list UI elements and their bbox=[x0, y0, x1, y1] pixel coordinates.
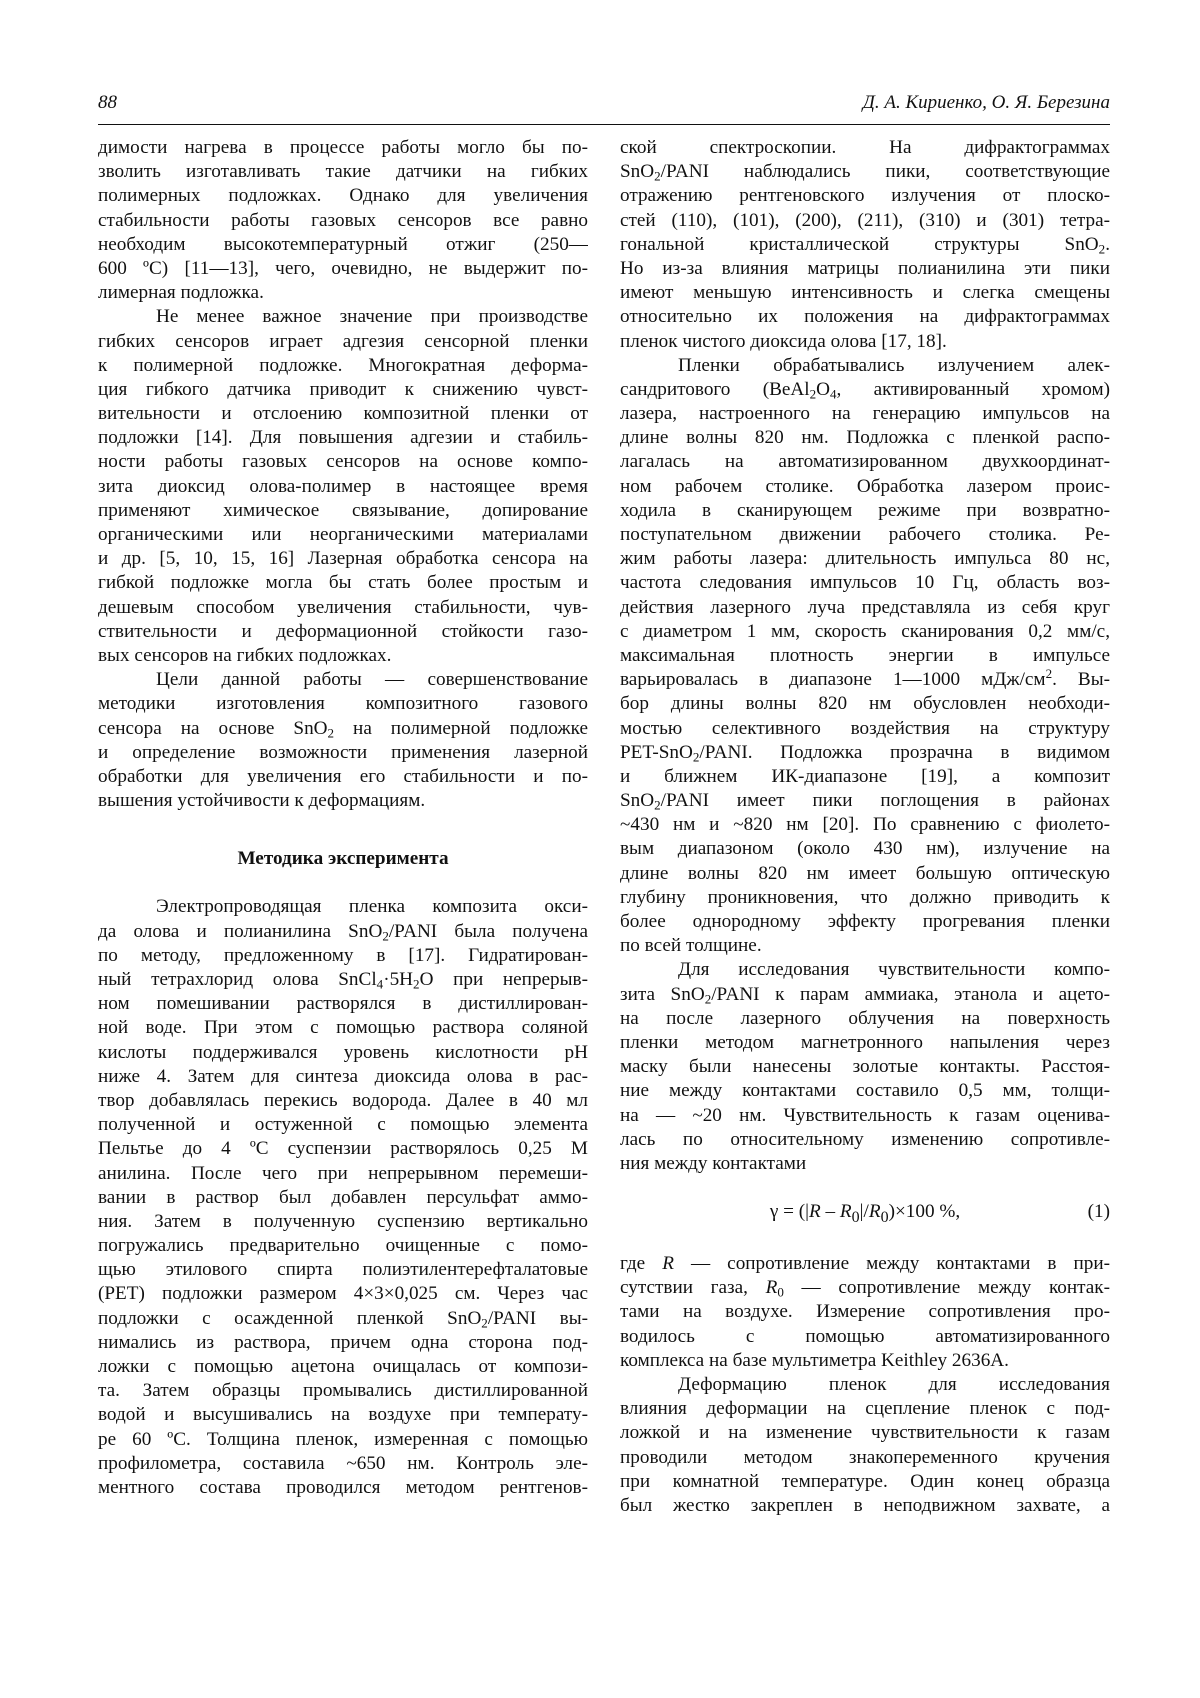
text-fragment: ·5H bbox=[383, 969, 414, 990]
text-line: твор добавлялась перекись водорода. Далее в 40 мл bbox=[98, 1089, 588, 1111]
text-line: на после лазерного облучения на поверхность bbox=[620, 1007, 1110, 1029]
spacer bbox=[98, 813, 588, 847]
text-line bbox=[98, 968, 588, 992]
text-line: более однородному эффекту прогревания пленки bbox=[620, 911, 1110, 932]
text-line bbox=[620, 741, 1110, 765]
text-fragment: O bbox=[816, 378, 830, 400]
text-fragment: да олова и полианилина SnO bbox=[98, 920, 383, 942]
right-column bbox=[620, 136, 1110, 1518]
section-title: Методика эксперимента bbox=[237, 848, 449, 870]
text-fragment: γ = (| bbox=[769, 1201, 809, 1223]
text-fragment: сутствии газа, bbox=[620, 1277, 766, 1299]
text-line: 600 ºC) [11—13], чего, очевидно, не выдержит по- bbox=[98, 257, 588, 279]
text-line: ном рабочем столике. Обработка лазером проис- bbox=[620, 475, 1110, 497]
text-line: ния. Затем в полученную суспензию вертикально bbox=[98, 1210, 588, 1232]
text-line bbox=[620, 668, 1110, 692]
text-line bbox=[620, 1252, 1110, 1276]
text-line: водилось с помощью автоматизированного bbox=[620, 1325, 1110, 1347]
subscript: 2 bbox=[704, 991, 712, 1007]
text-line bbox=[620, 1276, 1110, 1300]
text-line: та. Затем образцы промывались дистиллированной bbox=[98, 1380, 588, 1402]
text-line: ре 60 ºC. Толщина пленок, измеренная с помощью bbox=[98, 1428, 588, 1450]
text-fragment: O при непрерыв- bbox=[419, 969, 588, 990]
spacer bbox=[620, 1176, 1110, 1200]
text-line: димости нагрева в процессе работы могло бы по- bbox=[98, 137, 588, 158]
running-head: Д. А. Кириенко, О. Я. Березина bbox=[862, 92, 1110, 113]
text-fragment: сандритового (BeAl bbox=[620, 378, 810, 400]
text-line: вышения устойчивости к деформациям. bbox=[98, 790, 426, 812]
text-line bbox=[620, 789, 1110, 813]
text-line: ствительности и деформационной стойкости газо- bbox=[98, 620, 588, 642]
text-line: вых сенсоров на гибких подложках. bbox=[98, 644, 392, 666]
text-line: и ближнем ИК-диапазоне [19], а композит bbox=[620, 765, 1110, 787]
text-line bbox=[98, 1307, 588, 1331]
text-line: ном помешивании растворялся в дистиллирован- bbox=[98, 993, 588, 1015]
text-line: профилометра, составила ~650 нм. Контроль эле- bbox=[98, 1452, 588, 1474]
text-line: тами на воздухе. Измерение сопротивления про- bbox=[620, 1301, 1110, 1323]
text-line: отражению рентгеновского излучения от плоско- bbox=[620, 185, 1110, 207]
subscript: 4 bbox=[376, 976, 384, 992]
text-fragment: где bbox=[620, 1253, 663, 1275]
text-line: частота следования импульсов 10 Гц, область воз- bbox=[620, 572, 1110, 594]
text-line: маску были нанесены золотые контакты. Расстоя- bbox=[620, 1056, 1110, 1078]
text-line: и др. [5, 10, 15, 16] Лазерная обработка сенсора на bbox=[98, 548, 588, 570]
text-fragment: . Вы- bbox=[1052, 669, 1110, 691]
text-line: нимались из раствора, причем одна сторона под- bbox=[98, 1331, 588, 1353]
text-line: лимерная подложка. bbox=[98, 282, 264, 304]
text-line: Электропроводящая пленка композита окси- bbox=[156, 896, 588, 918]
text-fragment: /PANI была получена bbox=[388, 920, 588, 942]
text-line: имеют меньшую интенсивность и слегка смещены bbox=[620, 282, 1110, 304]
text-line: ходила в сканирующем режиме при возвратно- bbox=[620, 499, 1110, 521]
subscript: 2 bbox=[692, 749, 700, 765]
text-line: Но из-за влияния матрицы полианилина эти пики bbox=[620, 257, 1110, 279]
text-line: методики изготовления композитного газового bbox=[98, 693, 588, 715]
text-line: гибкой подложке могла бы стать более простым и bbox=[98, 572, 588, 594]
text-fragment: PET-SnO bbox=[620, 741, 693, 763]
text-line: на — ~20 нм. Чувствительность к газам оценива- bbox=[620, 1104, 1110, 1126]
text-line: органическими или неорганическими материалами bbox=[98, 524, 588, 545]
text-line: длине волны 820 нм. Подложка с пленкой распо- bbox=[620, 427, 1110, 449]
text-fragment: . bbox=[1105, 233, 1110, 255]
text-line: Пельтье до 4 ºC суспензии растворялось 0,25 M bbox=[98, 1138, 588, 1160]
text-line: вании в раствор был добавлен персульфат аммо- bbox=[98, 1186, 588, 1208]
variable-r: R bbox=[808, 1201, 821, 1223]
text-line: проводили методом знакопеременного кручения bbox=[620, 1446, 1110, 1468]
text-line: лазера, настроенного на генерацию импульсов на bbox=[620, 403, 1110, 425]
text-line: зита диоксид олова-полимер в настоящее время bbox=[98, 475, 588, 497]
text-line bbox=[620, 983, 1110, 1007]
text-fragment: /PANI к парам аммиака, этанола и ацето- bbox=[711, 983, 1110, 1005]
subscript: 2 bbox=[413, 976, 420, 992]
text-line: щью этилового спирта полиэтилентерефталатовые bbox=[98, 1259, 588, 1281]
text-fragment: /PANI вы- bbox=[487, 1307, 588, 1329]
spacer bbox=[98, 871, 588, 895]
subscript: 4 bbox=[829, 386, 837, 402]
superscript: 2 bbox=[1045, 668, 1053, 681]
text-line: лагалась на автоматизированном двухкоординат- bbox=[620, 451, 1110, 473]
subscript: 2 bbox=[327, 725, 335, 741]
text-fragment: – bbox=[820, 1201, 840, 1223]
text-line: пленок чистого диоксида олова [17, 18]. bbox=[620, 330, 947, 352]
subscript: 2 bbox=[481, 1315, 488, 1331]
text-line: длине волны 820 нм имеет большую оптическую bbox=[620, 862, 1110, 884]
subscript: 0 bbox=[880, 1208, 889, 1226]
text-line: к полимерной подложке. Многократная деформа- bbox=[98, 354, 588, 376]
text-line: пленки методом магнетронного напыления через bbox=[620, 1031, 1110, 1053]
variable-r0: R bbox=[765, 1277, 778, 1299]
text-fragment: ный тетрахлорид олова SnCl bbox=[98, 969, 377, 990]
text-line: водой и высушивались на воздухе при температу- bbox=[98, 1404, 588, 1426]
text-line: ния между контактами bbox=[620, 1152, 807, 1174]
page-number: 88 bbox=[98, 92, 117, 113]
text-line: анилина. После чего при непрерывном перемеши- bbox=[98, 1162, 588, 1184]
text-line: полученной и остуженной с помощью элемента bbox=[98, 1114, 588, 1136]
text-fragment: сенсора на основе SnO bbox=[98, 717, 328, 739]
text-line: ~430 нм и ~820 нм [20]. По сравнению с фиолето- bbox=[620, 814, 1110, 836]
subscript: 2 bbox=[654, 168, 661, 184]
subscript: 2 bbox=[654, 797, 661, 813]
text-line bbox=[620, 160, 1110, 184]
text-line: и определение возможности применения лазерной bbox=[98, 741, 588, 763]
text-line: ментного состава проводился методом рентгенов- bbox=[98, 1476, 588, 1498]
text-line: Не менее важное значение при производстве bbox=[156, 306, 588, 328]
text-fragment: /PANI имеет пики поглощения в районах bbox=[660, 790, 1110, 812]
text-line: при комнатной температуре. Один конец образца bbox=[620, 1470, 1110, 1492]
text-line: ние между контактами составило 0,5 мм, толщи- bbox=[620, 1080, 1110, 1102]
text-fragment: — сопротивление между контактами в при- bbox=[673, 1253, 1110, 1275]
text-fragment: SnO bbox=[620, 161, 655, 183]
text-line: стабильности работы газовых сенсоров все равно bbox=[98, 209, 588, 231]
text-fragment: на полимерной подложке bbox=[334, 717, 588, 739]
subscript: 2 bbox=[1098, 241, 1106, 257]
text-line: максимальная плотность энергии в импульсе bbox=[620, 644, 1110, 666]
variable-r0: R bbox=[868, 1201, 881, 1223]
left-column bbox=[98, 136, 588, 1500]
text-line: гибких сенсоров играет адгезия сенсорной пленки bbox=[98, 330, 588, 352]
text-line: Пленки обрабатывались излучением алек- bbox=[678, 354, 1110, 376]
text-line bbox=[98, 717, 588, 741]
text-fragment: /PANI. Подложка прозрачна в видимом bbox=[699, 741, 1110, 763]
equation bbox=[620, 1200, 1110, 1228]
text-line: ложкой и на изменение чувствительности к газам bbox=[620, 1422, 1110, 1444]
text-line: влияния деформации на сцепление пленок с под- bbox=[620, 1398, 1110, 1420]
text-line: по методу, предложенному в [17]. Гидратирован- bbox=[98, 944, 588, 966]
text-fragment: /PANI наблюдались пики, соответствующие bbox=[660, 161, 1110, 183]
text-fragment: зита SnO bbox=[620, 983, 705, 1005]
text-line: вым диапазоном (около 430 нм), излучение на bbox=[620, 838, 1110, 860]
text-line: Деформацию пленок для исследования bbox=[678, 1374, 1110, 1395]
text-line bbox=[98, 920, 588, 944]
text-fragment: SnO bbox=[620, 790, 655, 812]
text-line: действия лазерного луча представляла из себя круг bbox=[620, 596, 1110, 618]
text-line: дешевым способом увеличения стабильности, чув- bbox=[98, 596, 588, 618]
text-line: по всей толщине. bbox=[620, 935, 762, 957]
text-line: ности работы газовых сенсоров на основе компо- bbox=[98, 451, 588, 473]
text-line: Для исследования чувствительности компо- bbox=[678, 959, 1110, 981]
text-line: ной воде. При этом с помощью раствора соляной bbox=[98, 1017, 588, 1039]
spacer bbox=[620, 1228, 1110, 1252]
equation-number: (1) bbox=[1087, 1201, 1110, 1223]
text-line: обработки для увеличения его стабильности и по- bbox=[98, 765, 588, 787]
text-line: лась по относительному изменению сопротивле- bbox=[620, 1128, 1110, 1150]
text-line: поступательном движении рабочего столика. Ре- bbox=[620, 524, 1110, 545]
text-line: (PET) подложки размером 4×3×0,025 см. Через час bbox=[98, 1283, 588, 1305]
variable-r: R bbox=[662, 1253, 674, 1275]
text-line: ция гибкого датчика приводит к снижению чувст- bbox=[98, 378, 588, 400]
text-line: необходим высокотемпературный отжиг (250— bbox=[98, 233, 588, 255]
subscript: 0 bbox=[851, 1208, 860, 1226]
text-line: кислоты поддерживался уровень кислотности pH bbox=[98, 1041, 588, 1063]
text-line: погружались предварительно очищенные с помо- bbox=[98, 1235, 588, 1257]
text-line: полимерных подложках. Однако для увеличения bbox=[98, 185, 588, 207]
text-fragment: )×100 %, bbox=[888, 1201, 961, 1223]
text-fragment: варьировалась в диапазоне 1—1000 мДж/см bbox=[620, 669, 1046, 691]
subscript: 2 bbox=[809, 386, 817, 402]
text-line: жим работы лазера: длительность импульса 80 нс, bbox=[620, 548, 1110, 570]
text-fragment: гональной кристаллической структуры SnO bbox=[620, 233, 1099, 255]
text-line: мостью селективного воздействия на структуру bbox=[620, 717, 1110, 739]
subscript: 0 bbox=[777, 1284, 784, 1300]
text-line: Цели данной работы — совершенствование bbox=[156, 669, 588, 691]
text-line: с диаметром 1 мм, скорость сканирования 0,2 мм/с, bbox=[620, 620, 1110, 642]
text-line: был жестко закреплен в неподвижном захвате, а bbox=[620, 1494, 1110, 1516]
text-line bbox=[620, 233, 1110, 257]
header-rule bbox=[98, 124, 1110, 125]
text-line: вительности и отслоению композитной пленки от bbox=[98, 403, 588, 425]
subscript: 2 bbox=[382, 928, 389, 944]
text-fragment: |/ bbox=[859, 1201, 869, 1223]
text-line: зволить изготавливать такие датчики на гибких bbox=[98, 161, 588, 183]
text-line: глубину проникновения, что должно приводить к bbox=[620, 886, 1110, 908]
text-line bbox=[620, 378, 1110, 402]
text-line: ской спектроскопии. На дифрактограммах bbox=[620, 137, 1110, 158]
text-line: подложки [14]. Для повышения адгезии и стабиль- bbox=[98, 427, 588, 449]
text-line: применяют химическое связывание, допирование bbox=[98, 499, 588, 521]
text-line: бор длины волны 820 нм обусловлен необходи- bbox=[620, 693, 1110, 715]
equation-formula bbox=[620, 1200, 1110, 1230]
text-fragment: , активированный хромом) bbox=[836, 378, 1110, 400]
text-line: ниже 4. Затем для синтеза диоксида олова в рас- bbox=[98, 1065, 588, 1087]
text-line: стей (110), (101), (200), (211), (310) и (301) тетра- bbox=[620, 209, 1110, 231]
text-fragment: подложки с осажденной пленкой SnO bbox=[98, 1307, 482, 1329]
variable-r0: R bbox=[839, 1201, 852, 1223]
text-fragment: — сопротивление между контак- bbox=[783, 1277, 1110, 1299]
text-line: комплекса на базе мультиметра Keithley 2636A. bbox=[620, 1349, 1009, 1371]
text-line: относительно их положения на дифрактограммах bbox=[620, 306, 1110, 328]
text-line: ложки с помощью ацетона очищалась от компози- bbox=[98, 1356, 588, 1377]
